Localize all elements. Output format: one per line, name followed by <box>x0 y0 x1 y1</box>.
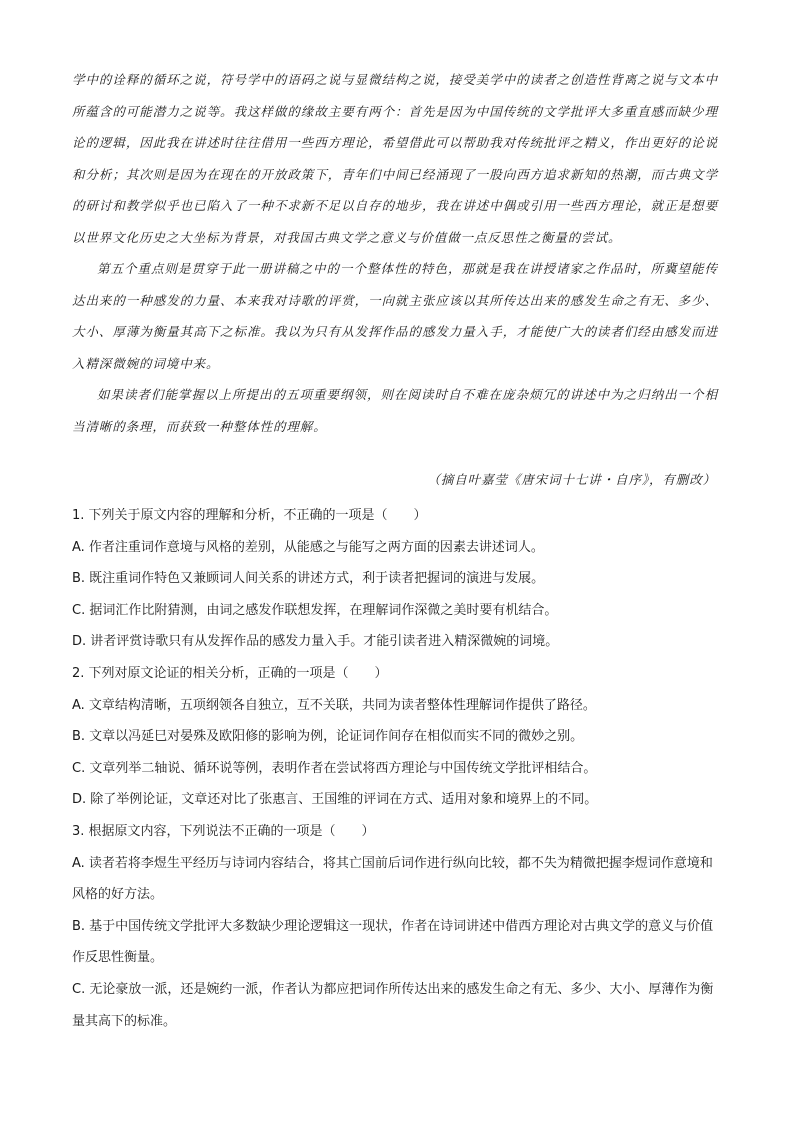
question-2-option-a: A. 文章结构清晰，五项纲领各自独立，互不关联，共同为读者整体性理解词作提供了路径。 <box>72 697 596 713</box>
passage-paragraph-1: 学中的诠释的循环之说，符号学中的语码之说与显微结构之说，接受美学中的读者之创造性背离之说与文本中所蕴含的可能潜力之说等。我这样做的缘故主要有两个：首先是因为中国传统的文学批评大多重直感而缺少理论的逻辑，因此我在讲述时往往借用一些西方理论，希望借此可以帮助我对传统批评之精义，作出更好的论说和分析；其次则是因为在现在的开放政策下，青年们中间已经涌现了一股向西方追求新知的热潮，而古典文学的研讨和教学似乎也已陷入了一种不求新不足以自存的地步，我在讲述中偶或引用一些西方理论，就正是想要以世界文化历史之大坐标为背景，对我国古典文学之意义与价值做一点反思性之衡量的尝试。 <box>72 72 718 245</box>
passage-paragraph-2: 第五个重点则是贯穿于此一册讲稿之中的一个整体性的特色，那就是我在讲授诸家之作品时，所冀望能传达出来的一种感发的力量、本来我对诗歌的评赏，一向就主张应该以其所传达出来的感发生命之有无、多少、大小、厚薄为衡量其高下之标准。我以为只有从发挥作品的感发力量入手，才能使广大的读者们经由感发而进入精深微婉的词境中来。 <box>72 261 718 371</box>
question-1-option-a: A. 作者注重词作意境与风格的差别，从能感之与能写之两方面的因素去讲述词人。 <box>72 539 544 555</box>
question-list <box>72 500 722 1037</box>
question-2-stem: 2. 下列对原文论证的相关分析，正确的一项是（ ） <box>72 665 388 681</box>
question-2-option-b: B. 文章以冯延巳对晏殊及欧阳修的影响为例，论证词作间存在相似而实不同的微妙之别。 <box>72 729 584 745</box>
question-3-option-b: B. 基于中国传统文学批评大多数缺少理论逻辑这一现状，作者在诗词讲述中借西方理论对古典文学的意义与价值作反思性衡量。 <box>72 918 714 966</box>
passage-text <box>72 64 718 442</box>
question-2-option-c: C. 文章列举二轴说、循环说等例，表明作者在尝试将西方理论与中国传统文学批评相结合。 <box>72 760 597 776</box>
question-3-option-a: A. 读者若将李煜生平经历与诗词内容结合，将其亡国前后词作进行纵向比较，都不失为精微把握李煜词作意境和风格的好方法。 <box>72 855 713 903</box>
question-1-option-c: C. 据词汇作比附猜测，由词之感发作联想发挥，在理解词作深微之美时要有机结合。 <box>72 602 558 618</box>
question-3-option-c: C. 无论豪放一派，还是婉约一派，作者认为都应把词作所传达出来的感发生命之有无、多少、大小、厚薄作为衡量其高下的标准。 <box>72 981 714 1029</box>
passage-source: （摘自叶嘉莹《唐宋词十七讲・自序》，有删改） <box>427 472 716 487</box>
question-1-option-d: D. 讲者评赏诗歌只有从发挥作品的感发力量入手。才能引读者进入精深微婉的词境。 <box>72 634 559 650</box>
question-2-option-d: D. 除了举例论证，文章还对比了张惠言、王国维的评词在方式、适用对象和境界上的不同。 <box>72 792 598 808</box>
passage-paragraph-3: 如果读者们能掌握以上所提出的五项重要纲领，则在阅读时自不难在庞杂烦冗的讲述中为之归纳出一个相当清晰的条理，而获致一种整体性的理解。 <box>72 387 718 434</box>
question-1-option-b: B. 既注重词作特色又兼顾词人间关系的讲述方式，利于读者把握词的演进与发展。 <box>72 571 545 587</box>
question-1-stem: 1. 下列关于原文内容的理解和分析，不正确的一项是（ ） <box>72 508 427 523</box>
question-3-stem: 3. 根据原文内容，下列说法不正确的一项是（ ） <box>72 823 375 839</box>
